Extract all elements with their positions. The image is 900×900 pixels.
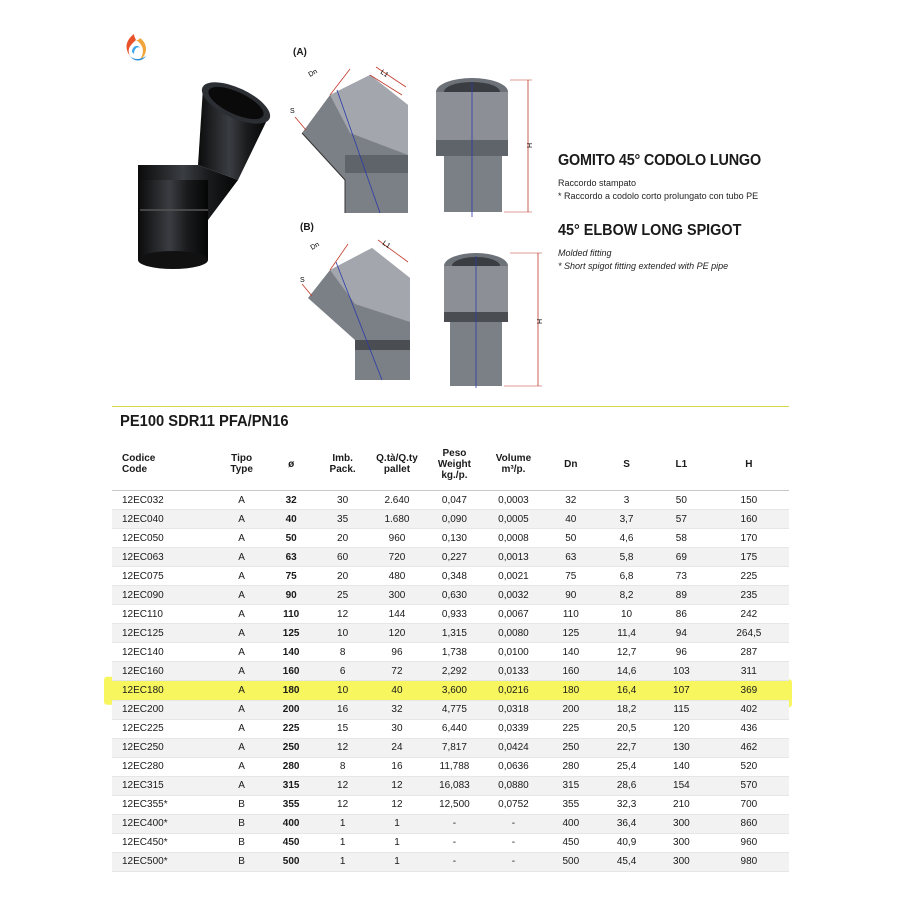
- cell-s: 20,5: [599, 719, 654, 738]
- cell-dn: 50: [543, 529, 600, 548]
- header-diameter: [267, 438, 316, 491]
- table-row: [112, 852, 789, 871]
- header-diameter-line: ø: [288, 458, 295, 470]
- cell-h: 242: [709, 605, 789, 624]
- cell-code: 12EC160: [112, 662, 217, 681]
- cell-diameter: 450: [267, 833, 316, 852]
- cell-type: B: [217, 795, 267, 814]
- cell-l1: 96: [654, 643, 709, 662]
- header-pack: [316, 438, 370, 491]
- cell-type: A: [217, 529, 267, 548]
- cell-pack: 6: [316, 662, 370, 681]
- cell-pallet-qty: 12: [369, 776, 424, 795]
- cell-diameter: 250: [267, 738, 316, 757]
- cell-l1: 120: [654, 719, 709, 738]
- cell-dn: 75: [543, 567, 600, 586]
- cell-code: 12EC355*: [112, 795, 217, 814]
- table-row: [112, 757, 789, 776]
- subtitle-it-line-2: * Raccordo a codolo corto prolungato con tubo PE: [558, 191, 759, 201]
- cell-volume: 0,0216: [484, 681, 542, 700]
- cell-pallet-qty: 72: [369, 662, 424, 681]
- cell-h: 402: [709, 700, 789, 719]
- dim-dn-b: Dn: [309, 241, 321, 252]
- header-l1-line: L1: [675, 458, 688, 470]
- header-code-line: Code: [122, 464, 147, 475]
- technical-drawing-b-side: [300, 230, 430, 390]
- header-type-line: Tipo: [231, 453, 253, 464]
- header-type: [217, 438, 267, 491]
- cell-code: 12EC450*: [112, 833, 217, 852]
- cell-diameter: 125: [267, 624, 316, 643]
- section-divider: [112, 406, 789, 407]
- cell-dn: 400: [543, 814, 600, 833]
- cell-weight: 7,817: [425, 738, 485, 757]
- cell-s: 10: [599, 605, 654, 624]
- cell-code: 12EC250: [112, 738, 217, 757]
- cell-diameter: 50: [267, 529, 316, 548]
- table-row: [112, 605, 789, 624]
- cell-h: 264,5: [709, 624, 789, 643]
- dim-dn-a: Dn: [307, 68, 319, 79]
- cell-pack: 8: [316, 757, 370, 776]
- cell-s: 8,2: [599, 586, 654, 605]
- cell-code: 12EC125: [112, 624, 217, 643]
- product-title-en: 45° ELBOW LONG SPIGOT: [558, 222, 742, 239]
- cell-pack: 60: [316, 548, 370, 567]
- header-code: [112, 438, 217, 491]
- cell-diameter: 40: [267, 510, 316, 529]
- cell-h: 860: [709, 814, 789, 833]
- table-row: [112, 567, 789, 586]
- cell-volume: 0,0880: [484, 776, 542, 795]
- cell-s: 32,3: [599, 795, 654, 814]
- drawing-label-a: (A): [293, 47, 307, 58]
- cell-weight: 0,090: [425, 510, 485, 529]
- cell-s: 36,4: [599, 814, 654, 833]
- cell-s: 14,6: [599, 662, 654, 681]
- table-row: [112, 833, 789, 852]
- cell-dn: 160: [543, 662, 600, 681]
- cell-type: A: [217, 548, 267, 567]
- cell-l1: 89: [654, 586, 709, 605]
- header-volume-line: Volume: [495, 453, 532, 464]
- cell-diameter: 400: [267, 814, 316, 833]
- cell-code: 12EC075: [112, 567, 217, 586]
- cell-l1: 58: [654, 529, 709, 548]
- cell-pallet-qty: 1: [369, 852, 424, 871]
- cell-pack: 30: [316, 491, 370, 510]
- cell-diameter: 140: [267, 643, 316, 662]
- cell-h: 980: [709, 852, 789, 871]
- cell-volume: 0,0013: [484, 548, 542, 567]
- cell-volume: -: [484, 814, 542, 833]
- cell-volume: 0,0339: [484, 719, 542, 738]
- cell-code: 12EC063: [112, 548, 217, 567]
- header-h: [709, 438, 789, 491]
- cell-diameter: 315: [267, 776, 316, 795]
- table-row: [112, 510, 789, 529]
- cell-type: B: [217, 833, 267, 852]
- header-volume-line: m³/p.: [501, 464, 526, 475]
- cell-dn: 280: [543, 757, 600, 776]
- cell-volume: 0,0100: [484, 643, 542, 662]
- dim-s-b: S: [300, 277, 305, 284]
- dim-l1-b: L1: [380, 239, 392, 251]
- technical-drawing-a-side: [290, 55, 425, 220]
- header-pack-line: Imb.: [332, 453, 353, 464]
- cell-h: 311: [709, 662, 789, 681]
- cell-pallet-qty: 120: [369, 624, 424, 643]
- cell-weight: 6,440: [425, 719, 485, 738]
- cell-h: 235: [709, 586, 789, 605]
- cell-l1: 107: [654, 681, 709, 700]
- cell-s: 11,4: [599, 624, 654, 643]
- cell-pallet-qty: 16: [369, 757, 424, 776]
- header-s-line: S: [623, 458, 630, 470]
- cell-pack: 35: [316, 510, 370, 529]
- cell-volume: 0,0636: [484, 757, 542, 776]
- cell-l1: 94: [654, 624, 709, 643]
- cell-dn: 40: [543, 510, 600, 529]
- cell-weight: 0,348: [425, 567, 485, 586]
- cell-h: 160: [709, 510, 789, 529]
- cell-weight: 3,600: [425, 681, 485, 700]
- cell-diameter: 500: [267, 852, 316, 871]
- cell-l1: 210: [654, 795, 709, 814]
- cell-code: 12EC090: [112, 586, 217, 605]
- table-row: [112, 643, 789, 662]
- technical-drawing-b-front: [440, 238, 550, 393]
- cell-diameter: 180: [267, 681, 316, 700]
- cell-type: A: [217, 624, 267, 643]
- cell-weight: 0,047: [425, 491, 485, 510]
- cell-s: 3: [599, 491, 654, 510]
- header-pallet-qty-line: pallet: [383, 464, 411, 475]
- table-row: [112, 681, 789, 700]
- dim-h-b: H: [537, 318, 544, 324]
- cell-pack: 25: [316, 586, 370, 605]
- cell-dn: 125: [543, 624, 600, 643]
- cell-pack: 12: [316, 776, 370, 795]
- cell-dn: 180: [543, 681, 600, 700]
- table-row: [112, 491, 789, 510]
- cell-h: 700: [709, 795, 789, 814]
- header-h-line: H: [745, 458, 753, 470]
- cell-volume: 0,0008: [484, 529, 542, 548]
- cell-weight: -: [425, 814, 485, 833]
- cell-s: 45,4: [599, 852, 654, 871]
- cell-code: 12EC050: [112, 529, 217, 548]
- cell-pallet-qty: 30: [369, 719, 424, 738]
- header-s: [599, 438, 654, 491]
- cell-pallet-qty: 1: [369, 814, 424, 833]
- cell-h: 150: [709, 491, 789, 510]
- cell-l1: 73: [654, 567, 709, 586]
- product-photo-elbow: [118, 70, 288, 270]
- header-pallet-qty-line: Q.tà/Q.ty: [376, 453, 418, 464]
- cell-s: 40,9: [599, 833, 654, 852]
- cell-code: 12EC032: [112, 491, 217, 510]
- cell-type: A: [217, 719, 267, 738]
- cell-pallet-qty: 12: [369, 795, 424, 814]
- cell-diameter: 75: [267, 567, 316, 586]
- cell-dn: 140: [543, 643, 600, 662]
- cell-pack: 10: [316, 624, 370, 643]
- cell-pallet-qty: 24: [369, 738, 424, 757]
- cell-volume: 0,0003: [484, 491, 542, 510]
- cell-weight: -: [425, 833, 485, 852]
- cell-type: A: [217, 757, 267, 776]
- cell-l1: 154: [654, 776, 709, 795]
- cell-pallet-qty: 144: [369, 605, 424, 624]
- cell-code: 12EC400*: [112, 814, 217, 833]
- header-pack-line: Pack.: [329, 464, 356, 475]
- header-dn-line: Dn: [564, 458, 578, 470]
- drawing-label-b: (B): [300, 222, 314, 233]
- cell-l1: 130: [654, 738, 709, 757]
- cell-h: 170: [709, 529, 789, 548]
- cell-type: A: [217, 776, 267, 795]
- cell-code: 12EC200: [112, 700, 217, 719]
- table-header-row: [112, 438, 789, 491]
- table-row: [112, 624, 789, 643]
- cell-type: B: [217, 814, 267, 833]
- cell-pack: 20: [316, 567, 370, 586]
- cell-volume: 0,0424: [484, 738, 542, 757]
- cell-pallet-qty: 32: [369, 700, 424, 719]
- cell-dn: 110: [543, 605, 600, 624]
- cell-weight: 2,292: [425, 662, 485, 681]
- cell-type: A: [217, 662, 267, 681]
- cell-dn: 450: [543, 833, 600, 852]
- header-weight-line: Peso: [442, 447, 467, 459]
- cell-code: 12EC315: [112, 776, 217, 795]
- cell-type: A: [217, 567, 267, 586]
- header-weight-line: Weight: [437, 458, 471, 470]
- cell-weight: 0,933: [425, 605, 485, 624]
- cell-diameter: 90: [267, 586, 316, 605]
- product-subtitle-en: [558, 247, 728, 273]
- cell-pack: 20: [316, 529, 370, 548]
- cell-pack: 12: [316, 795, 370, 814]
- cell-volume: -: [484, 833, 542, 852]
- cell-weight: 12,500: [425, 795, 485, 814]
- cell-pack: 1: [316, 833, 370, 852]
- cell-l1: 300: [654, 852, 709, 871]
- product-title-it: GOMITO 45° CODOLO LUNGO: [558, 152, 761, 169]
- cell-volume: 0,0080: [484, 624, 542, 643]
- header-dn: [543, 438, 600, 491]
- table-row: [112, 529, 789, 548]
- cell-type: A: [217, 510, 267, 529]
- table-row: [112, 586, 789, 605]
- dim-h-a: H: [527, 142, 534, 148]
- cell-volume: 0,0318: [484, 700, 542, 719]
- cell-l1: 300: [654, 833, 709, 852]
- cell-pallet-qty: 960: [369, 529, 424, 548]
- cell-s: 22,7: [599, 738, 654, 757]
- cell-h: 960: [709, 833, 789, 852]
- header-pallet-qty: [369, 438, 424, 491]
- cell-pack: 15: [316, 719, 370, 738]
- cell-h: 287: [709, 643, 789, 662]
- subtitle-en-line-1: Molded fitting: [558, 248, 612, 258]
- cell-code: 12EC040: [112, 510, 217, 529]
- cell-pallet-qty: 2.640: [369, 491, 424, 510]
- cell-weight: 0,227: [425, 548, 485, 567]
- cell-s: 3,7: [599, 510, 654, 529]
- cell-pack: 10: [316, 681, 370, 700]
- cell-s: 16,4: [599, 681, 654, 700]
- cell-code: 12EC225: [112, 719, 217, 738]
- cell-weight: 4,775: [425, 700, 485, 719]
- cell-code: 12EC500*: [112, 852, 217, 871]
- cell-s: 5,8: [599, 548, 654, 567]
- cell-type: A: [217, 681, 267, 700]
- cell-diameter: 63: [267, 548, 316, 567]
- cell-pallet-qty: 40: [369, 681, 424, 700]
- subtitle-en-line-2: * Short spigot fitting extended with PE pipe: [558, 261, 729, 271]
- header-code-line: Codice: [122, 453, 156, 464]
- header-weight-line: kg./p.: [441, 469, 468, 481]
- cell-l1: 57: [654, 510, 709, 529]
- product-subtitle-it: [558, 177, 758, 203]
- cell-diameter: 355: [267, 795, 316, 814]
- header-l1: [654, 438, 709, 491]
- cell-volume: 0,0021: [484, 567, 542, 586]
- cell-weight: -: [425, 852, 485, 871]
- cell-l1: 69: [654, 548, 709, 567]
- cell-weight: 0,130: [425, 529, 485, 548]
- cell-dn: 225: [543, 719, 600, 738]
- dim-s-a: S: [290, 108, 295, 115]
- cell-l1: 140: [654, 757, 709, 776]
- cell-s: 4,6: [599, 529, 654, 548]
- cell-diameter: 32: [267, 491, 316, 510]
- header-volume: [484, 438, 542, 491]
- cell-s: 6,8: [599, 567, 654, 586]
- cell-dn: 500: [543, 852, 600, 871]
- cell-s: 25,4: [599, 757, 654, 776]
- cell-pack: 8: [316, 643, 370, 662]
- cell-h: 369: [709, 681, 789, 700]
- cell-h: 225: [709, 567, 789, 586]
- cell-dn: 250: [543, 738, 600, 757]
- cell-pack: 1: [316, 814, 370, 833]
- cell-h: 570: [709, 776, 789, 795]
- technical-drawing-a-front: [432, 62, 542, 222]
- cell-l1: 50: [654, 491, 709, 510]
- dim-l1-a: L1: [378, 68, 390, 80]
- cell-volume: 0,0005: [484, 510, 542, 529]
- cell-h: 436: [709, 719, 789, 738]
- cell-volume: 0,0067: [484, 605, 542, 624]
- cell-s: 28,6: [599, 776, 654, 795]
- table-row: [112, 738, 789, 757]
- cell-h: 175: [709, 548, 789, 567]
- cell-diameter: 160: [267, 662, 316, 681]
- cell-l1: 103: [654, 662, 709, 681]
- cell-weight: 0,630: [425, 586, 485, 605]
- cell-diameter: 280: [267, 757, 316, 776]
- cell-type: A: [217, 491, 267, 510]
- cell-type: A: [217, 605, 267, 624]
- cell-dn: 200: [543, 700, 600, 719]
- header-weight: [425, 438, 485, 491]
- cell-pack: 12: [316, 738, 370, 757]
- cell-type: A: [217, 700, 267, 719]
- cell-code: 12EC110: [112, 605, 217, 624]
- table-row: [112, 776, 789, 795]
- subtitle-it-line-1: Raccordo stampato: [558, 178, 637, 188]
- brand-logo-icon: [120, 30, 154, 64]
- table-row: [112, 662, 789, 681]
- cell-dn: 32: [543, 491, 600, 510]
- cell-pallet-qty: 300: [369, 586, 424, 605]
- table-row: [112, 700, 789, 719]
- cell-h: 520: [709, 757, 789, 776]
- table-row: [112, 719, 789, 738]
- table-row: [112, 795, 789, 814]
- cell-pallet-qty: 720: [369, 548, 424, 567]
- cell-volume: 0,0032: [484, 586, 542, 605]
- table-title: PE100 SDR11 PFA/PN16: [120, 413, 289, 430]
- cell-type: B: [217, 852, 267, 871]
- cell-code: 12EC140: [112, 643, 217, 662]
- cell-pallet-qty: 480: [369, 567, 424, 586]
- cell-s: 18,2: [599, 700, 654, 719]
- header-type-line: Type: [230, 464, 253, 475]
- cell-dn: 63: [543, 548, 600, 567]
- cell-type: A: [217, 586, 267, 605]
- cell-weight: 16,083: [425, 776, 485, 795]
- cell-s: 12,7: [599, 643, 654, 662]
- cell-type: A: [217, 643, 267, 662]
- cell-code: 12EC280: [112, 757, 217, 776]
- table-body: [112, 491, 789, 872]
- cell-weight: 1,315: [425, 624, 485, 643]
- cell-pack: 12: [316, 605, 370, 624]
- cell-volume: 0,0752: [484, 795, 542, 814]
- cell-type: A: [217, 738, 267, 757]
- cell-l1: 115: [654, 700, 709, 719]
- cell-volume: 0,0133: [484, 662, 542, 681]
- cell-pack: 16: [316, 700, 370, 719]
- cell-dn: 315: [543, 776, 600, 795]
- cell-weight: 1,738: [425, 643, 485, 662]
- cell-weight: 11,788: [425, 757, 485, 776]
- cell-diameter: 110: [267, 605, 316, 624]
- cell-pallet-qty: 1: [369, 833, 424, 852]
- cell-pallet-qty: 1.680: [369, 510, 424, 529]
- cell-volume: -: [484, 852, 542, 871]
- table-row: [112, 548, 789, 567]
- table-row: [112, 814, 789, 833]
- cell-dn: 90: [543, 586, 600, 605]
- cell-diameter: 200: [267, 700, 316, 719]
- cell-l1: 300: [654, 814, 709, 833]
- cell-pack: 1: [316, 852, 370, 871]
- spec-table: [112, 438, 789, 872]
- cell-diameter: 225: [267, 719, 316, 738]
- cell-dn: 355: [543, 795, 600, 814]
- cell-code: 12EC180: [112, 681, 217, 700]
- cell-h: 462: [709, 738, 789, 757]
- cell-l1: 86: [654, 605, 709, 624]
- cell-pallet-qty: 96: [369, 643, 424, 662]
